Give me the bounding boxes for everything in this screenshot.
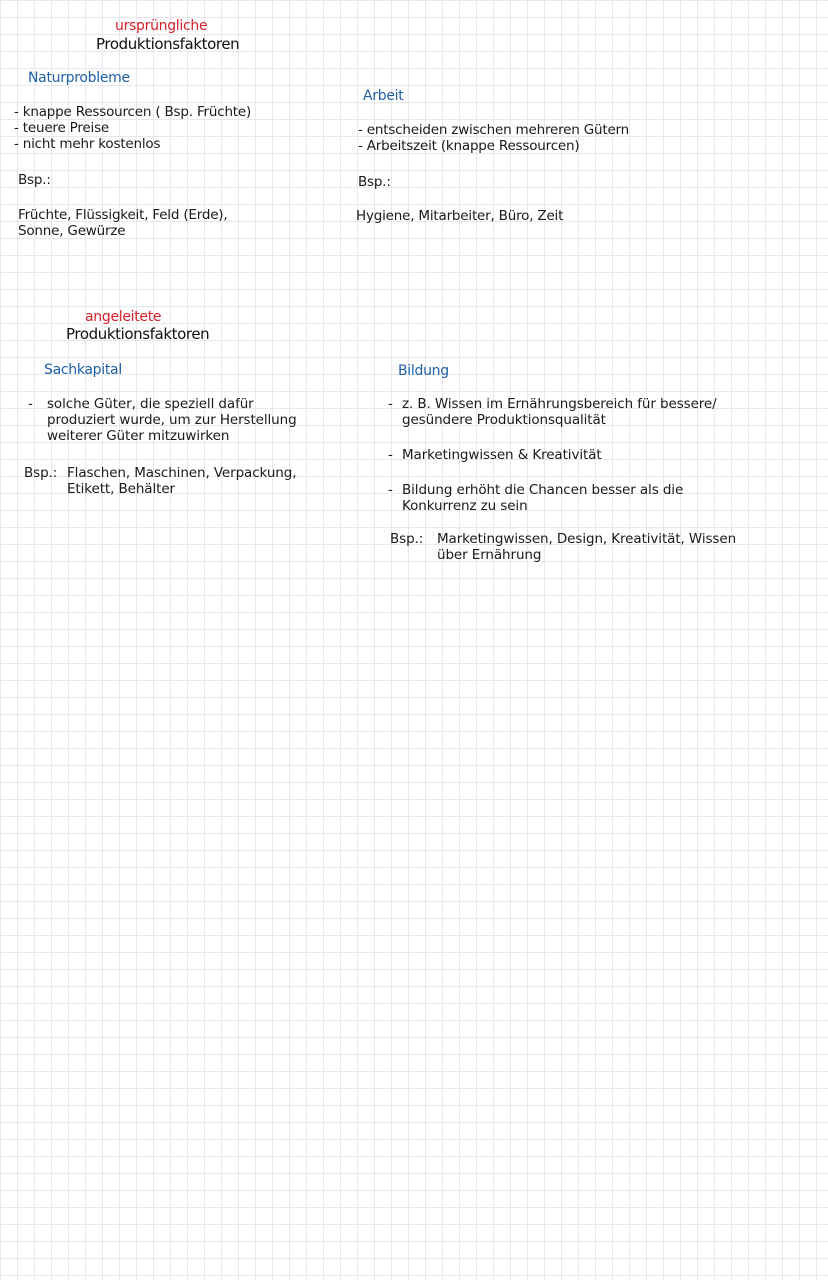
natur-heading: Naturprobleme bbox=[28, 70, 130, 86]
bildung-item bbox=[402, 396, 717, 428]
sachkapital-line: solche Güter, die speziell dafür bbox=[47, 396, 254, 412]
sachkapital-example-line: Etikett, Behälter bbox=[67, 481, 175, 497]
bildung-heading: Bildung bbox=[398, 363, 449, 379]
natur-example-line: Früchte, Flüssigkeit, Feld (Erde), bbox=[18, 207, 228, 223]
arbeit-examples bbox=[356, 208, 563, 224]
ursprung-title: Produktionsfaktoren bbox=[96, 35, 240, 53]
sachkapital-dash: - bbox=[28, 396, 33, 412]
sachkapital-line: weiterer Güter mitzuwirken bbox=[47, 428, 230, 444]
ursprung-label: ursprüngliche bbox=[115, 18, 208, 34]
natur-list bbox=[14, 104, 251, 152]
natur-line: - knappe Ressourcen ( Bsp. Früchte) bbox=[14, 104, 252, 120]
natur-line: - teuere Preise bbox=[14, 120, 110, 136]
bildung-item bbox=[402, 482, 683, 514]
sachkapital-list bbox=[47, 396, 297, 444]
bildung-example-line: über Ernährung bbox=[437, 547, 542, 563]
sachkapital-heading: Sachkapital bbox=[44, 362, 122, 378]
abgeleitet-label: angeleitete bbox=[85, 309, 162, 325]
natur-examples bbox=[18, 207, 227, 239]
arbeit-line: - Arbeitszeit (knappe Ressourcen) bbox=[358, 138, 580, 154]
bildung-item-line: Bildung erhöht die Chancen besser als die bbox=[402, 482, 684, 498]
bildung-item-line: Konkurrenz zu sein bbox=[402, 498, 528, 514]
sachkapital-bsp-label: Bsp.: bbox=[24, 465, 58, 481]
sachkapital-example-line: Flaschen, Maschinen, Verpackung, bbox=[67, 465, 297, 481]
bildung-examples bbox=[437, 531, 736, 563]
bildung-item-line: Marketingwissen & Kreativität bbox=[402, 447, 602, 463]
arbeit-example-line: Hygiene, Mitarbeiter, Büro, Zeit bbox=[356, 208, 564, 224]
bildung-item-line: gesündere Produktionsqualität bbox=[402, 412, 606, 428]
natur-example-line: Sonne, Gewürze bbox=[18, 223, 126, 239]
bildung-item-line: z. B. Wissen im Ernährungsbereich für bessere/ bbox=[402, 396, 717, 412]
natur-line: - nicht mehr kostenlos bbox=[14, 136, 161, 152]
abgeleitet-title: Produktionsfaktoren bbox=[66, 325, 210, 343]
arbeit-list bbox=[358, 122, 629, 154]
bildung-dash: - bbox=[388, 396, 393, 412]
arbeit-line: - entscheiden zwischen mehreren Gütern bbox=[358, 122, 630, 138]
arbeit-bsp-label: Bsp.: bbox=[358, 174, 391, 190]
natur-bsp-label: Bsp.: bbox=[18, 172, 51, 188]
bildung-dash: - bbox=[388, 447, 393, 463]
bildung-example-line: Marketingwissen, Design, Kreativität, Wissen bbox=[437, 531, 737, 547]
bildung-bsp-label: Bsp.: bbox=[390, 531, 424, 547]
bildung-item bbox=[402, 447, 602, 463]
sachkapital-examples bbox=[67, 465, 296, 497]
sachkapital-line: produziert wurde, um zur Herstellung bbox=[47, 412, 297, 428]
arbeit-heading: Arbeit bbox=[363, 88, 404, 104]
bildung-dash: - bbox=[388, 482, 393, 498]
